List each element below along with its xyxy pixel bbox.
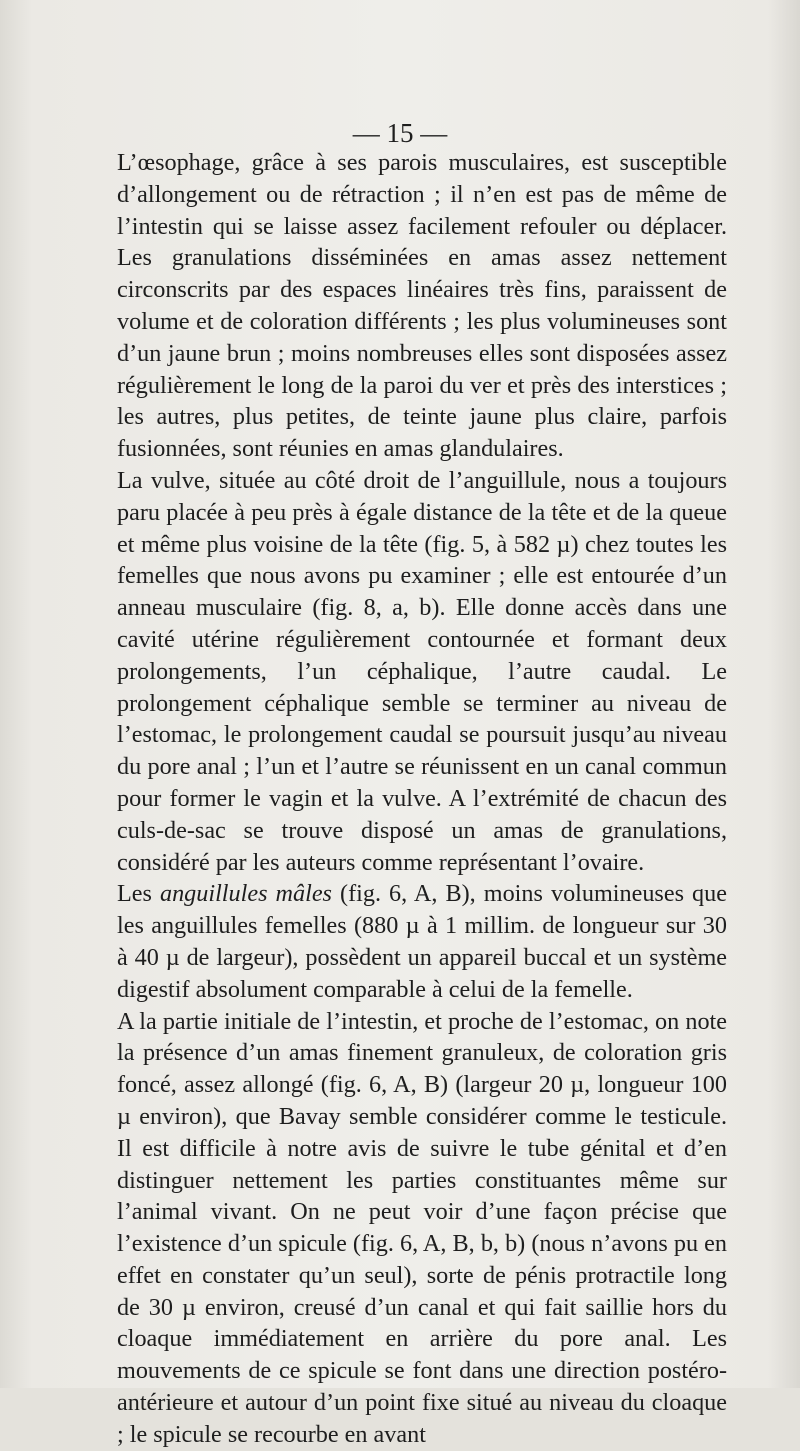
italic-term: anguillules mâles [159,880,332,908]
paragraph-vulve: La vulve, située au côté droit de l’anguillule, nous a toujours paru placée à peu près à égale distance de la tête et de la queue et même plus voisine de la tête (fig. 5, à 582 µ) chez toutes les femelles que nous avons pu examiner ; elle est entourée d’un anneau musculaire (fig. 8, a, b). Elle donne accès dans une cavité utérine régulièrement contournée et formant deux prolongements, l’un céphalique, l’autre caudal. Le prolongement céphalique semble se terminer au niveau de l’estomac, le prolongement caudal se poursuit jusqu’au niveau du pore anal ; l’un et l’autre se réunissent en un canal commun pour former le vagin et la vulve. A l’extrémité de chacun des culs-de-sac se trouve disposé un amas de granulations, considéré par les auteurs comme représentant l’ovaire. [117,466,727,876]
page-number: — 15 — [352,118,448,148]
paragraph-oesophage: L’œsophage, grâce à ses parois musculaires, est susceptible d’allongement ou de rétraction ; il n’en est pas de même de l’intestin qui se laisse assez facilement refouler ou déplacer. Les granulations disséminées en amas assez nettement circonscrits par des espaces linéaires très fins, paraissent de volume et de coloration différents ; les plus volumineuses sont d’un jaune brun ; moins nombreuses elles sont disposées assez régulièrement le long de la paroi du ver et près des interstices ; les autres, plus petites, de teinte jaune plus claire, parfois fusionnées, sont réunies en amas glandulaires. [117,149,727,463]
paragraph-males-lead: Les [117,880,160,908]
paragraph-males [117,878,727,1005]
paragraph-intestin: A la partie initiale de l’intestin, et proche de l’estomac, on note la présence d’un amas finement granuleux, de coloration gris foncé, assez allongé (fig. 6, A, B) (largeur 20 µ, longueur 100 µ environ), que Bavay semble considérer comme le testicule. Il est difficile à notre avis de suivre le tube génital et d’en distinguer nettement les parties constituantes même sur l’animal vivant. On ne peut voir d’une façon précise que l’existence d’un spicule (fig. 6, A, B, b, b) (nous n’avons pu en effet en constater qu’un seul), sorte de pénis protractile long de 30 µ environ, creusé d’un canal et qui fait saillie hors du cloaque immédiatement en arrière du pore anal. Les mouvements de ce spicule se font dans une direction postéro-antérieure et autour d’un point fixe situé au niveau du cloaque ; le spicule se recourbe en avant [117,1007,727,1448]
body-text [117,147,727,1451]
paragraph-males-rest: (fig. 6, A, B), moins volumineuses que les anguillules femelles (880 µ à 1 millim. de longueur sur 30 à 40 µ de largeur), possèdent un appareil buccal et un système digestif absolument comparable à celui de la femelle. [117,880,727,1003]
